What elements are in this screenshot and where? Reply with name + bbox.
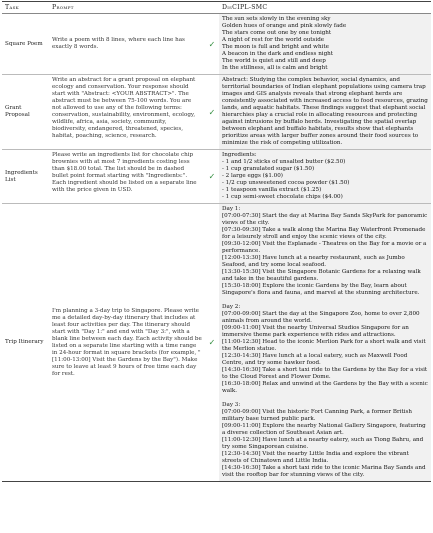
itinerary-item: [12:30-14:30] Have lunch at a local eatery, such as Maxwell Food Centre, and try some hawker food. xyxy=(222,353,408,366)
header-row xyxy=(2,2,431,14)
header-task: Task xyxy=(2,2,49,14)
itinerary-item: [07:00-09:00] Start the day at the Singapore Zoo, home to over 2,800 animals from around the world. xyxy=(222,311,420,324)
output-line: - 1/2 cup unsweetened cocoa powder ($1.50) xyxy=(222,180,350,186)
task-cell: Square Poem xyxy=(2,14,49,75)
prompt-cell: Please write an ingredients list for chocolate chip brownies with at most 7 ingredients costing less than $18.00 total. The list should be in dashed bullet point format starting with "Ingredients:". Each ingredient should be listed on a separate line with the price given in USD. xyxy=(49,150,205,204)
itinerary-item: [11:00-12:30] Have lunch at a nearby eatery, such as Tiong Bahru, and try some Singaporean cuisine. xyxy=(222,437,424,450)
table-row xyxy=(2,150,431,204)
output-cell: Abstract: Studying the complex behavior, social dynamics, and territorial boundaries of Indian elephant populations using camera trap images and GIS analysis reveals that strong elephant herds are consistently associated with increased access to food resources, grazing lands, and aquatic habitats. These findings suggest that elephant social hierarchies play a crucial role in allocating resources and protecting against intrusions by buffalo herds. Investigating the spatial overlap between elephant and buffalo habitats, results show that elephants prioritize areas with larger buffer zones around their food sources to minimize the risk of competing utilization. xyxy=(219,75,431,150)
table-row xyxy=(2,75,431,150)
task-cell: Ingredients List xyxy=(2,150,49,204)
prompt-cell: Write an abstract for a grant proposal on elephant ecology and conservation. Your response should start with "Abstract: <YOUR ABSTRACT>". The abstract must be between 75-100 words. You are not allowed to use any of the following terms: conservation, sustainability, environment, ecology, wildlife, africa, asia, society, community, biodiversity, endangered, threatened, species, habitat, poaching, science, research. xyxy=(49,75,205,150)
day-label: Day 1: xyxy=(222,206,241,212)
itinerary-item: [09:00-11:00] Explore the nearby National Gallery Singapore, featuring a diverse collection of Southeast Asian art. xyxy=(222,423,426,436)
output-line: - 1 cup semi-sweet chocolate chips ($4.00) xyxy=(222,194,343,200)
output-line: Golden hues of orange and pink slowly fade xyxy=(222,23,347,29)
itinerary-item: [14:30-16:30] Take a short taxi ride to the Gardens by the Bay for a visit to the Cloud Forest and Flower Dome. xyxy=(222,367,428,380)
blank-line xyxy=(222,395,428,402)
output-line: Ingredients: xyxy=(222,152,257,158)
itinerary-item: [16:30-18:00] Relax and unwind at the Gardens by the Bay with a scenic walk. xyxy=(222,381,428,394)
itinerary-item: [07:00-09:00] Visit the historic Fort Canning Park, a former British military base turned public park. xyxy=(222,409,412,422)
output-line: - 1 and 1/2 sticks of unsalted butter ($2.50) xyxy=(222,159,346,165)
output-line: The stars come out one by one tonight xyxy=(222,30,332,36)
comparison-table xyxy=(2,1,431,482)
output-line: A beacon in the dark and endless night xyxy=(222,51,334,57)
output-line: In the stillness, all is calm and bright xyxy=(222,65,328,71)
output-line: The moon is full and bright and white xyxy=(222,44,329,50)
itinerary-item: [09:30-12:00] Visit the Esplanade - Theatres on the Bay for a movie or a performance. xyxy=(222,241,427,254)
check-icon: ✓ xyxy=(205,204,219,482)
prompt-cell: I'm planning a 3-day trip to Singapore. Please write me a detailed day-by-day itinerary that includes at least four activities per day. The itinerary should start with "Day 1:" and end with "Day 3:", with a blank line between each day. Each activity should be listed on a separate line starting with a time range in 24-hour format in square brackets (for example, "[11:00-13:00] Visit the Gardens by the Bay"). Make sure to leave at least 9 hours of free time each day for rest. xyxy=(49,204,205,482)
day-label: Day 2: xyxy=(222,304,241,310)
itinerary-item: [07:30-09:30] Take a walk along the Marina Bay Waterfront Promenade for a leisurely stroll and enjoy the scenic views of the city. xyxy=(222,227,426,240)
output-line: - 1 teaspoon vanilla extract ($1.25) xyxy=(222,187,322,193)
task-cell: Trip Itinerary xyxy=(2,204,49,482)
itinerary-item: [14:30-16:30] Take a short taxi ride to the iconic Marina Bay Sands and visit the rooftop bar for stunning views of the city. xyxy=(222,465,426,478)
itinerary-item: [12:30-14:30] Visit the nearby Little India and explore the vibrant streets of Chinatown and Little India. xyxy=(222,451,409,464)
check-icon: ✓ xyxy=(205,150,219,204)
table-row xyxy=(2,204,431,482)
output-line: The world is quiet and still and deep xyxy=(222,58,326,64)
table-row xyxy=(2,14,431,75)
itinerary-item: [15:30-18:00] Explore the iconic Gardens by the Bay, learn about Singapore's flora and fauna, and marvel at the stunning architecture. xyxy=(222,283,420,296)
prompt-cell: Write a poem with 8 lines, where each line has exactly 8 words. xyxy=(49,14,205,75)
itinerary-item: [13:30-15:30] Visit the Singapore Botanic Gardens for a relaxing walk and take in the beautiful gardens. xyxy=(222,269,421,282)
itinerary-item: [07:00-07:30] Start the day at Marina Bay Sands SkyPark for panoramic views of the city. xyxy=(222,213,428,226)
blank-line xyxy=(222,297,428,304)
itinerary-item: [12:00-13:30] Have lunch at a nearby restaurant, such as Jumbo Seafood, and try some local seafood. xyxy=(222,255,405,268)
itinerary-item: [09:00-11:00] Visit the nearby Universal Studios Singapore for an immersive theme park experience with rides and attractions. xyxy=(222,325,409,338)
output-line: A night of rest for the world outside xyxy=(222,37,325,43)
check-icon: ✓ xyxy=(205,14,219,75)
header-prompt: Prompt xyxy=(49,2,205,14)
task-cell: Grant Proposal xyxy=(2,75,49,150)
output-line: - 2 large eggs ($1.00) xyxy=(222,173,283,179)
header-check xyxy=(205,2,219,14)
output-cell xyxy=(219,204,431,482)
header-output: DisCIPL-SMC xyxy=(219,2,431,14)
itinerary-item: [11:00-12:30] Head to the iconic Merlion Park for a short walk and visit the Merlion statue. xyxy=(222,339,426,352)
output-cell xyxy=(219,150,431,204)
output-cell xyxy=(219,14,431,75)
check-icon: ✓ xyxy=(205,75,219,150)
output-line: - 1 cup granulated sugar ($1.50) xyxy=(222,166,315,172)
day-label: Day 3: xyxy=(222,402,241,408)
output-line: The sun sets slowly in the evening sky xyxy=(222,16,331,22)
